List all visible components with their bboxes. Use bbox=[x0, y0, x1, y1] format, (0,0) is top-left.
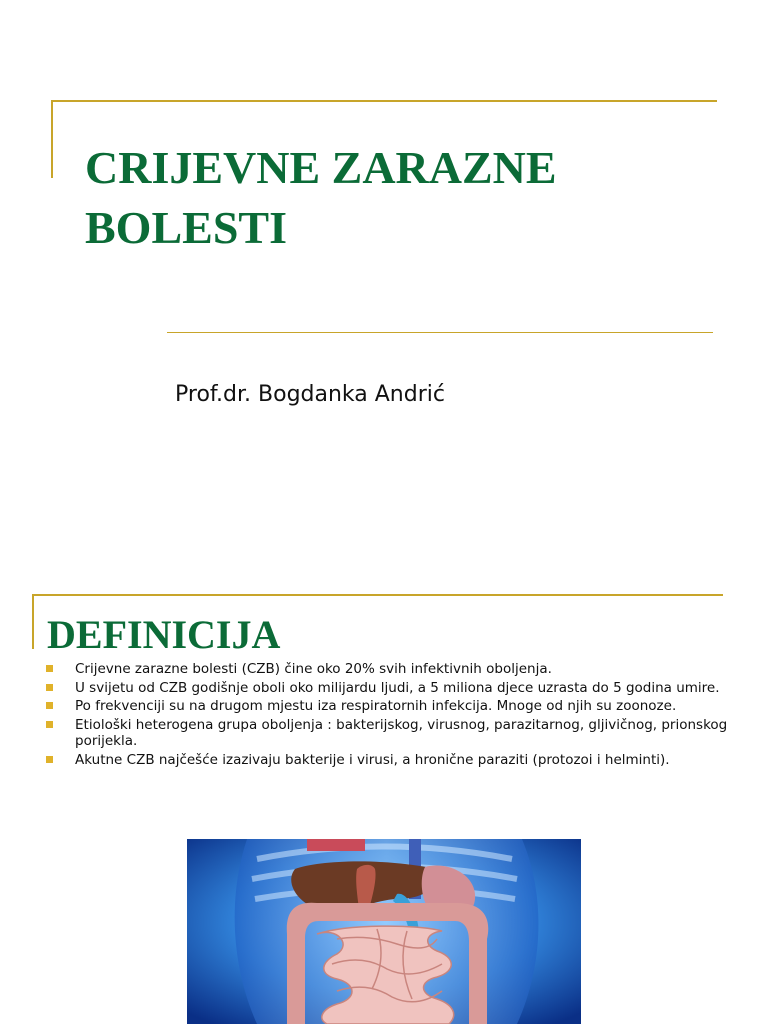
bullet-text: Etiološki heterogena grupa oboljenja : bakterijskog, virusnog, parazitarnog, gljivičnog, prionskog porijekla. bbox=[75, 716, 728, 749]
square-bullet-icon bbox=[46, 756, 53, 763]
definition-heading: DEFINICIJA bbox=[47, 612, 281, 657]
square-bullet-icon bbox=[46, 721, 53, 728]
bullet-text: U svijetu od CZB godišnje oboli oko milijardu ljudi, a 5 miliona djece uzrasta do 5 godina umire. bbox=[75, 679, 720, 696]
bullet-text: Akutne CZB najčešće izazivaju bakterije i virusi, a hronične paraziti (protozoi i helminti). bbox=[75, 751, 670, 768]
square-bullet-icon bbox=[46, 665, 53, 672]
title-line-2: BOLESTI bbox=[85, 202, 287, 253]
top-rule-vertical bbox=[51, 100, 53, 178]
bullet-item bbox=[45, 661, 735, 678]
bullet-item bbox=[45, 680, 735, 697]
square-bullet-icon bbox=[46, 684, 53, 691]
bullet-item bbox=[45, 717, 735, 750]
bullet-item bbox=[45, 698, 735, 715]
presentation-title bbox=[85, 138, 685, 258]
square-bullet-icon bbox=[46, 702, 53, 709]
subtitle-rule bbox=[167, 332, 713, 333]
definition-bullet-list bbox=[45, 661, 735, 770]
definition-slide bbox=[0, 575, 768, 1024]
bullet-text: Crijevne zarazne bolesti (CZB) čine oko 20% svih infektivnih oboljenja. bbox=[75, 661, 552, 677]
bullet-text: Po frekvenciji su na drugom mjestu iza respiratornih infekcija. Mnoge od njih su zoonoze. bbox=[75, 698, 677, 714]
top-rule-horizontal bbox=[51, 100, 717, 102]
digestive-system-illustration bbox=[187, 839, 581, 1024]
title-line-1: CRIJEVNE ZARAZNE bbox=[85, 142, 557, 193]
author-name: Prof.dr. Bogdanka Andrić bbox=[175, 382, 445, 407]
definition-rule-horizontal bbox=[32, 594, 723, 596]
bullet-item bbox=[45, 752, 735, 769]
definition-rule-vertical bbox=[32, 594, 34, 649]
